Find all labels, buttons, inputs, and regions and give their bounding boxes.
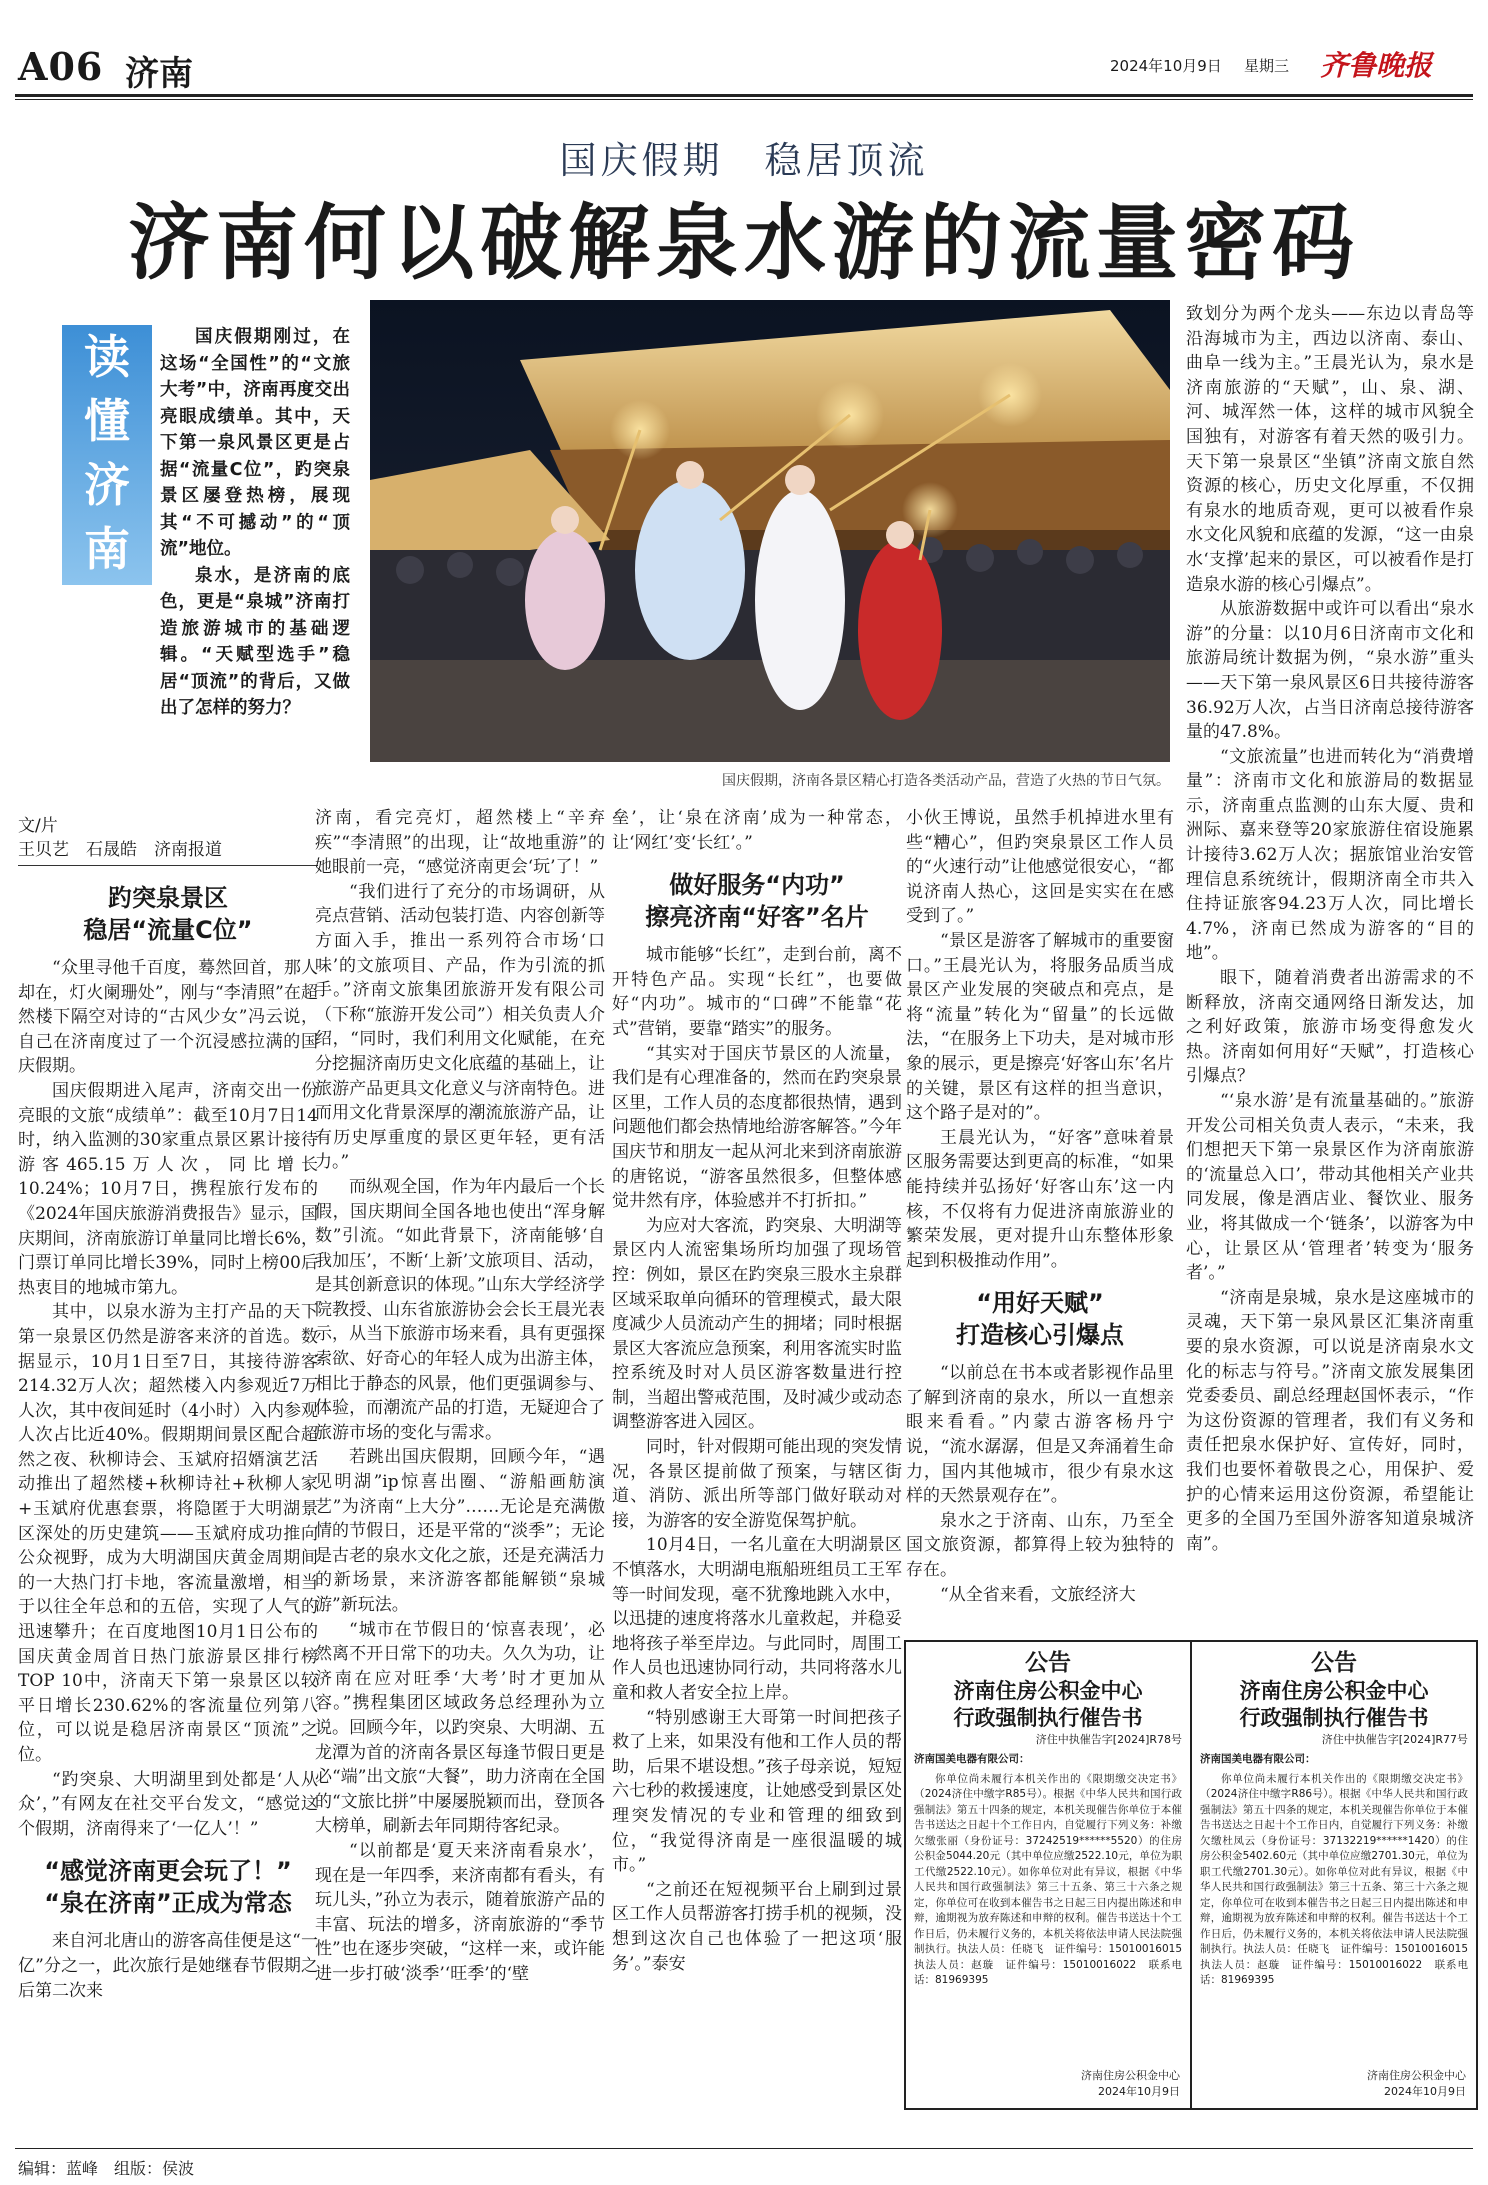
- newspaper-logo: 齐鲁晚报: [1320, 49, 1433, 82]
- column-badge: [62, 325, 152, 585]
- article-paragraph: “特别感谢王大哥第一时间把孩子救了上来，如果没有他和工作人员的帮助，后果不堪设想。”孩子母亲说，短短六七秒的救援速度，让她感受到景区处理突发情况的专业和管理的细致到位，“我觉得济南是一座很温暖的城市。”: [612, 1707, 902, 1876]
- notice-title: 公告: [1311, 1650, 1357, 1676]
- article-paragraph: “以前总在书本或者影视作品里了解到济南的泉水，所以一直想亲眼来看看。”内蒙古游客杨丹宁说，“流水潺潺，但是又奔涌着生命力，国内其他城市，很少有泉水这样的天然景观存在”。: [906, 1363, 1174, 1507]
- notice-signature-org: 济南住房公积金中心: [1081, 2069, 1180, 2082]
- notice-number: 济住中执催告字[2024]R78号: [1035, 1733, 1182, 1746]
- notice-recipient: 济南国美电器有限公司：: [1200, 1753, 1316, 1765]
- issue-weekday: 星期三: [1244, 57, 1290, 75]
- notice-body: 你单位尚未履行本机关作出的《限期缴交决定书》（2024济住中缴字R86号）。根据《中华人民共和国行政强制法》第五十四条的规定，本机关现催告你单位于本催告书送达之日起十个工作日内，自觉履行下列义务：补缴欠缴杜凤云（身份证号：37132219******1420）的住房公积金5402.60元（其中单位应缴2701.30元，单位为职工代缴2701.30元）。如你单位对此有异议，根据《中华人民共和国行政强制法》第三十五条、第三十六条之规定，你单位可在收到本催告书之日起三日内提出陈述和申辩，逾期视为放弃陈述和申辩的权利。催告书送达十个工作日后，仍未履行义务的，本机关将依法申请人民法院强制执行。执法人员：任晓飞 证件编号：15010016015 执法人员：赵璇 证件编号：15010016022 联系电话：81969395: [1200, 1772, 1479, 1986]
- article-paragraph: 王晨光认为，“好客”意味着景区服务需要达到更高的标准，“如果能持续并弘扬好‘好客山东’这一内核，不仅将有力促进济南旅游业的繁荣发展，更对提升山东整体形象起到积极推动作用”。: [906, 1127, 1174, 1271]
- notice-issuer: 济南住房公积金中心: [953, 1679, 1143, 1703]
- intro-paragraph: 国庆假期刚过，在这场“全国性”的“文旅大考”中，济南再度交出亮眼成绩单。其中，天下第一泉风景区更是占据“流量C位”，趵突泉景区屡登热榜，展现其“不可撼动”的“顶流”地位。: [160, 327, 350, 559]
- article-paragraph: 其中，以泉水游为主打产品的天下第一泉景区仍然是游客来济的首选。数据显示，10月1日至7日，其接待游客214.32万人次；超然楼入内参观近7万人次，其中夜间延时（4小时）入内参观人次占比近40%。假期期间景区配合超然之夜、秋柳诗会、玉斌府招婿演艺活动推出了超然楼+秋柳诗社+秋柳人家+玉斌府优惠套票，将隐匿于大明湖景区深处的历史建筑——玉斌府成功推向公众视野，成为大明湖国庆黄金周期间的一大热门打卡地，客流量激增，相当于以往全年总和的五倍，实现了人气的迅速攀升；在百度地图10月1日公布的国庆黄金周首日热门旅游景区排行榜TOP 10中，济南天下第一泉景区以较平日增长230.62%的客流量位列第八位，可以说是稳居济南景区“顶流”之位。: [18, 1302, 318, 1765]
- notice-signature-org: 济南住房公积金中心: [1367, 2069, 1466, 2082]
- article-paragraph: “众里寻他千百度，蓦然回首，那人却在，灯火阑珊处”，刚与“李清照”在超然楼下隔空对诗的“古风少女”冯云说，自己在济南度过了一个沉浸感拉满的国庆假期。: [18, 958, 318, 1077]
- notice-title: 公告: [1025, 1650, 1071, 1676]
- article-paragraph: 从旅游数据中或许可以看出“泉水游”的分量：以10月6日济南市文化和旅游局统计数据为例，“泉水游”重头——天下第一泉风景区6日共接待游客36.92万人次，占当日济南总接待游客量的47.8%。: [1186, 599, 1474, 743]
- intro-lead: [160, 324, 350, 722]
- byline-label: 文/片: [18, 816, 58, 836]
- article-column-2: [315, 806, 605, 1987]
- article-paragraph: 致划分为两个龙头——东边以青岛等沿海城市为主，西边以济南、泰山、曲阜一线为主。”王晨光认为，泉水是济南旅游的“天赋”，山、泉、湖、河、城浑然一体，这样的城市风貌全国独有，对游客有着天然的吸引力。天下第一泉景区“坐镇”济南文旅自然资源的核心，历史文化厚重，不仅拥有泉水的地质奇观，更可以被看作泉水文化风貌和底蕴的发源，“这一由泉水‘支撑’起来的景区，可以被看作是打造泉水游的核心引爆点”。: [1186, 304, 1474, 595]
- article-paragraph: 城市能够“长红”，走到台前，离不开特色产品。实现“长红”，也要做好“内功”。城市的“口碑”不能靠“花式”营销，要靠“踏实”的服务。: [612, 945, 902, 1039]
- notice-signature-date: 2024年10月9日: [1384, 2085, 1466, 2098]
- section-name: 济南: [125, 54, 193, 94]
- article-paragraph: 小伙王博说，虽然手机掉进水里有些“糟心”，但趵突泉景区工作人员的“火速行动”让他感觉很安心，“都说济南人热心，这回是实实在在感受到了。”: [906, 808, 1174, 927]
- article-paragraph: 10月4日，一名儿童在大明湖景区不慎落水，大明湖电瓶船班组员工王军等一时间发现，毫不犹豫地跳入水中，以迅捷的速度将落水儿童救起，并稳妥地将孩子举至岸边。与此同时，周围工作人员也迅速协同行动，共同将落水儿童和救人者安全拉上岸。: [612, 1535, 902, 1703]
- article-paragraph: 济南，看完亮灯，超然楼上“辛弃疾”“李清照”的出现，让“故地重游”的她眼前一亮，“感觉济南更会‘玩’了！”: [315, 808, 605, 878]
- header-rule: [15, 94, 1473, 97]
- subheading: “用好天赋” 打造核心引爆点: [956, 1289, 1124, 1350]
- notice-recipient: 济南国美电器有限公司：: [914, 1753, 1030, 1765]
- article-paragraph: “景区是游客了解城市的重要窗口。”王晨光认为，将服务品质当成景区产业发展的突破点和亮点，是将“流量”转化为“留量”的长远做法，“在服务上下功夫，是对城市形象的展示，更是擦亮‘好客山东’名片的关键，景区有这样的担当意识，这个路子是对的”。: [906, 930, 1174, 1124]
- article-paragraph: “从全省来看，文旅经济大: [940, 1584, 1136, 1605]
- badge-char: 南: [84, 522, 130, 576]
- article-paragraph: “‘泉水游’是有流量基础的。”旅游开发公司相关负责人表示，“未来，我们想把天下第一泉景区作为济南旅游的‘流量总入口’，带动其他相关产业共同发展，像是酒店业、餐饮业、服务业，将其做成一个‘链条’，以游客为中心，让景区从‘管理者’转变为‘服务者’。”: [1186, 1091, 1474, 1284]
- article-column-5: [1186, 302, 1474, 1556]
- byline-rule: [18, 865, 318, 866]
- article-paragraph: 为应对大客流，趵突泉、大明湖等景区内人流密集场所均加强了现场管控：例如，景区在趵突泉三股水主泉群区域采取单向循环的管理模式，最大限度减少人员流动产生的拥堵；同时根据景区大客流应急预案，利用客流实时监控系统及时对人员区游客数量进行控制，当超出警戒范围，及时减少或动态调整游客进入园区。: [612, 1215, 902, 1433]
- badge-char: 懂: [84, 394, 130, 448]
- notice-type: 行政强制执行催告书: [953, 1706, 1143, 1730]
- badge-char: 读: [84, 330, 130, 384]
- footer-rule: [15, 2148, 1473, 2149]
- issue-date: 2024年10月9日: [1110, 57, 1222, 75]
- legal-notice: [1190, 1640, 1478, 2110]
- article-column-4: [906, 806, 1174, 1607]
- article-paragraph: “之前还在短视频平台上刷到过景区工作人员帮游客打捞手机的视频，没想到这次自己也体验了一把这项‘服务’。”泰安: [612, 1879, 902, 1974]
- photo-caption: 国庆假期，济南各景区精心打造各类活动产品，营造了火热的节日气氛。: [722, 773, 1170, 789]
- subheading: 做好服务“内功” 擦亮济南“好客”名片: [645, 871, 869, 932]
- article-paragraph: 而纵观全国，作为年内最后一个长假，国庆期间全国各地也使出“浑身解数”引流。“如此背景下，济南能够‘自我加压’，不断‘上新’文旅项目、活动，是其创新意识的体现。”山东大学经济学院教授、山东省旅游协会会长王晨光表示，从当下旅游市场来看，具有更强探索欲、好奇心的年轻人成为出游主体，相比于静态的风景，他们更强调参与、体验，而潮流产品的打造，无疑迎合了旅游市场的变化与需求。: [315, 1176, 605, 1443]
- article-paragraph: “文旅流量”也进而转化为“消费增量”：济南市文化和旅游局的数据显示，济南重点监测的山东大厦、贵和洲际、嘉来登等20家旅游住宿设施累计接待3.62万人次；据旅馆业治安管理信息系统统计，假期济南全市共入住持证旅客94.23万人次，同比增长4.7%，济南已然成为游客的“目的地”。: [1186, 746, 1474, 964]
- article-paragraph: “城市在节假日的‘惊喜表现’，必然离不开日常下的功夫。久久为功，让济南在应对旺季‘大考’时才更加从容。”携程集团区域政务总经理孙为立说。回顾今年，以趵突泉、大明湖、五龙潭为首的济南各景区每逢节假日更是必“端”出文旅“大餐”，助力济南在全国的“文旅比拼”中屡屡脱颖而出，登顶各大榜单，刷新去年同期待客纪录。: [315, 1619, 605, 1837]
- festival-night-scene-image: [370, 300, 1170, 762]
- article-paragraph: 垒’，让‘泉在济南’成为一种常态，让‘网红’变‘长红’。”: [612, 808, 902, 853]
- byline: [18, 814, 318, 862]
- article-paragraph: “趵突泉、大明湖里到处都是‘人从众’，”有网友在社交平台发文，“感觉这个假期，济南得来了‘一亿人’！”: [18, 1769, 318, 1839]
- subheading: 趵突泉景区 稳居“流量C位”: [83, 884, 253, 944]
- article-paragraph: 若跳出国庆假期，回顾今年，“遇见明湖”ip惊喜出圈、“游船画舫演艺”为济南“上大分”……无论是充满傲情的节假日，还是平常的“淡季”；无论是古老的泉水文化之旅，还是充满活力的新场景，来济游客都能解锁“泉城游”新玩法。: [315, 1447, 605, 1615]
- article-paragraph: 眼下，随着消费者出游需求的不断释放，济南交通网络日渐发达，加之利好政策，旅游市场变得愈发火热。济南如何用好“天赋”，打造核心引爆点？: [1186, 968, 1474, 1087]
- lead-photo: [370, 300, 1170, 762]
- notice-issuer: 济南住房公积金中心: [1239, 1679, 1429, 1703]
- article-paragraph: “以前都是‘夏天来济南看泉水’，现在是一年四季，来济南都有看头，有玩儿头，”孙立为表示，随着旅游产品的丰富、玩法的增多，济南旅游的“季节性”也在逐步突破，“这样一来，或许能进一步打破‘淡季’‘旺季’的‘壁: [315, 1840, 605, 1984]
- intro-paragraph: 泉水，是济南的底色，更是“泉城”济南打造旅游城市的基础逻辑。“天赋型选手”稳居“顶流”的背后，又做出了怎样的努力？: [160, 565, 350, 718]
- article-paragraph: “其实对于国庆节景区的人流量，我们是有心理准备的，然而在趵突泉景区里，工作人员的态度都很热情，遇到问题他们都会热情地给游客解答。”今年国庆节和朋友一起从河北来到济南旅游的唐铭说，“游客虽然很多，但整体感觉井然有序，体验感并不打折扣。”: [612, 1043, 902, 1212]
- article-paragraph: 来自河北唐山的游客高佳便是这“一亿”分之一，此次旅行是她继春节假期之后第二次来: [18, 1931, 318, 2001]
- article-paragraph: 同时，针对假期可能出现的突发情况，各景区提前做了预案，与辖区街道、消防、派出所等部门做好联动对接，为游客的安全游览保驾护航。: [612, 1437, 902, 1531]
- legal-notice: [904, 1640, 1192, 2110]
- article-paragraph: 国庆假期进入尾声，济南交出一份亮眼的文旅“成绩单”：截至10月7日14时，纳入监测的30家重点景区累计接待游客465.15万人次，同比增长10.24%；10月7日，携程旅行发布的《2024年国庆旅游消费报告》显示，国庆期间，济南旅游订单量同比增长6%，门票订单同比增长39%，同时上榜00后热衷目的地城市第九。: [18, 1080, 318, 1298]
- badge-char: 济: [84, 458, 130, 512]
- article-paragraph: “济南是泉城，泉水是这座城市的灵魂，天下第一泉风景区汇集济南重要的泉水资源，可以说是济南泉水文化的标志与符号。”济南文旅发展集团党委委员、副总经理赵国怀表示，“作为这份资源的管理者，我们有义务和责任把泉水保护好、宣传好，同时，我们也要怀着敬畏之心，用保护、爱护的心情来运用这份资源，希望能让更多的全国乃至国外游客知道泉城济南”。: [1186, 1287, 1474, 1554]
- notice-signature: [1367, 2068, 1466, 2100]
- article-paragraph: 泉水之于济南、山东，乃至全国文旅资源，都算得上较为独特的存在。: [906, 1510, 1174, 1581]
- notice-signature: [1081, 2068, 1180, 2100]
- subheading: “感觉济南更会玩了！” “泉在济南”正成为常态: [44, 1857, 292, 1918]
- kicker-headline: 国庆假期 稳居顶流: [559, 139, 929, 182]
- page-number: A06: [18, 44, 104, 89]
- article-paragraph: “我们进行了充分的市场调研，从亮点营销、活动包装打造、内容创新等方面入手，推出一系列符合市场‘口味’的文旅项目、产品，作为引流的抓手。”济南文旅集团旅游开发有限公司（下称“旅游开发公司”）相关负责人介绍，“同时，我们利用文化赋能，在充分挖掘济南历史文化底蕴的基础上，让旅游产品更具文化意义与济南特色。进而用文化背景深厚的潮流旅游产品，让有历史厚重度的景区更年轻，更有活力。”: [315, 881, 605, 1173]
- editor-credits: 编辑：蓝峰 组版：侯波: [18, 2159, 195, 2178]
- notice-type: 行政强制执行催告书: [1239, 1706, 1429, 1730]
- header-rule-thin: [15, 99, 1473, 100]
- article-column-3: [612, 806, 902, 1976]
- byline-authors: 王贝艺 石晟皓 济南报道: [18, 840, 222, 860]
- notice-body: 你单位尚未履行本机关作出的《限期缴交决定书》（2024济住中缴字R85号）。根据《中华人民共和国行政强制法》第五十四条的规定，本机关现催告你单位于本催告书送达之日起十个工作日内，自觉履行下列义务：补缴欠缴张丽（身份证号：37242519******5520）的住房公积金5044.20元（其中单位应缴2522.10元，单位为职工代缴2522.10元）。如你单位对此有异议，根据《中华人民共和国行政强制法》第三十五条、第三十六条之规定，你单位可在收到本催告书之日起三日内提出陈述和申辩，逾期视为放弃陈述和申辩的权利。催告书送达十个工作日后，仍未履行义务的，本机关将依法申请人民法院强制执行。执法人员：任晓飞 证件编号：15010016015 执法人员：赵璇 证件编号：15010016022 联系电话：81969395: [914, 1772, 1193, 1986]
- notice-number: 济住中执催告字[2024]R77号: [1321, 1733, 1468, 1746]
- article-column-1: [18, 882, 318, 2003]
- main-headline: 济南何以破解泉水游的流量密码: [127, 195, 1360, 291]
- notice-signature-date: 2024年10月9日: [1098, 2085, 1180, 2098]
